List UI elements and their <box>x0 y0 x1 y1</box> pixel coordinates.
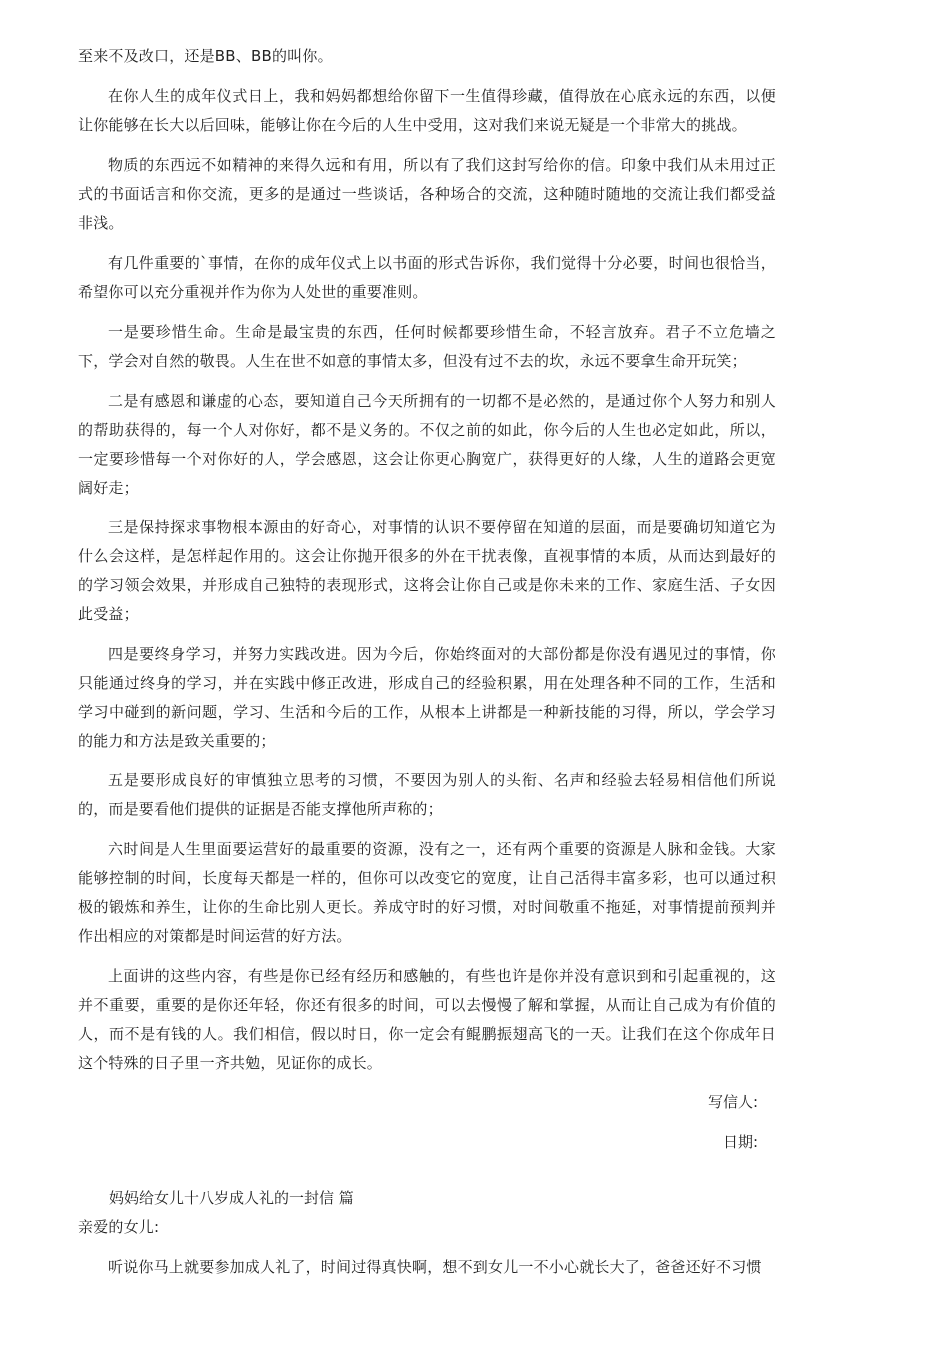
salutation: 亲爱的女儿: <box>78 1218 160 1236</box>
section-title: 妈妈给女儿十八岁成人礼的一封信 篇 <box>109 1189 354 1207</box>
signer-label: 写信人: <box>707 1093 758 1111</box>
paragraph-0: 至来不及改口，还是BB、BB的叫你。 <box>78 47 333 65</box>
paragraph-7: 四是要终身学习，并努力实践改进。因为今后，你始终面对的大部份都是你没有遇见过的事情，你只能通过终身的学习，并在实践中修正改进，形成自己的经验积累，用在处理各种不同的工作，生活和学习中碰到的新问题，学习、生活和今后的工作，从根本上讲都是一种新技能的习得，所以，学会学习的能力和方法是致关重要的； <box>78 645 776 750</box>
paragraph-4: 一是要珍惜生命。生命是最宝贵的东西，任何时候都要珍惜生命，不轻言放弃。君子不立危墙之下，学会对自然的敬畏。人生在世不如意的事情太多，但没有过不去的坎，永远不要拿生命开玩笑； <box>78 323 776 370</box>
paragraph-8: 五是要形成良好的审慎独立思考的习惯，不要因为别人的头衔、名声和经验去轻易相信他们所说的，而是要看他们提供的证据是否能支撑他所声称的； <box>78 771 776 818</box>
paragraph-10: 上面讲的这些内容，有些是你已经有经历和感触的，有些也许是你并没有意识到和引起重视的，这并不重要，重要的是你还年轻，你还有很多的时间，可以去慢慢了解和掌握，从而让自己成为有价值的人，而不是有钱的人。我们相信，假以时日，你一定会有鲲鹏振翅高飞的一天。让我们在这个你成年日这个特殊的日子里一齐共勉，见证你的成长。 <box>78 967 776 1072</box>
paragraph-2: 物质的东西远不如精神的来得久远和有用，所以有了我们这封写给你的信。印象中我们从未用过正式的书面话言和你交流，更多的是通过一些谈话，各种场合的交流，这种随时随地的交流让我们都受益非浅。 <box>78 156 776 232</box>
section-paragraph-1: 听说你马上就要参加成人礼了，时间过得真快啊，想不到女儿一不小心就长大了，爸爸还好不习惯 <box>108 1258 762 1276</box>
paragraph-9: 六时间是人生里面要运营好的最重要的资源，没有之一，还有两个重要的资源是人脉和金钱。大家能够控制的时间，长度每天都是一样的，但你可以改变它的宽度，让自己活得丰富多彩，也可以通过积极的锻炼和养生，让你的生命比别人更长。养成守时的好习惯，对时间敬重不拖延，对事情提前预判并作出相应的对策都是时间运营的好方法。 <box>78 840 776 945</box>
paragraph-1: 在你人生的成年仪式日上，我和妈妈都想给你留下一生值得珍藏，值得放在心底永远的东西，以便让你能够在长大以后回味，能够让你在今后的人生中受用，这对我们来说无疑是一个非常大的挑战。 <box>78 87 776 134</box>
paragraph-3: 有几件重要的`事情，在你的成年仪式上以书面的形式告诉你，我们觉得十分必要，时间也很恰当，希望你可以充分重视并作为你为人处世的重要准则。 <box>78 254 776 301</box>
paragraph-5: 二是有感恩和谦虚的心态，要知道自己今天所拥有的一切都不是必然的，是通过你个人努力和别人的帮助获得的，每一个人对你好，都不是义务的。不仅之前的如此，你今后的人生也必定如此，所以，一定要珍惜每一个对你好的人，学会感恩，这会让你更心胸宽广，获得更好的人缘，人生的道路会更宽阔好走； <box>78 392 776 497</box>
date-label: 日期: <box>722 1133 758 1151</box>
paragraph-6: 三是保持探求事物根本源由的好奇心，对事情的认识不要停留在知道的层面，而是要确切知道它为什么会这样，是怎样起作用的。这会让你抛开很多的外在干扰表像，直视事情的本质，从而达到最好的的学习领会效果，并形成自己独特的表现形式，这将会让你自己或是你未来的工作、家庭生活、子女因此受益； <box>78 518 776 623</box>
